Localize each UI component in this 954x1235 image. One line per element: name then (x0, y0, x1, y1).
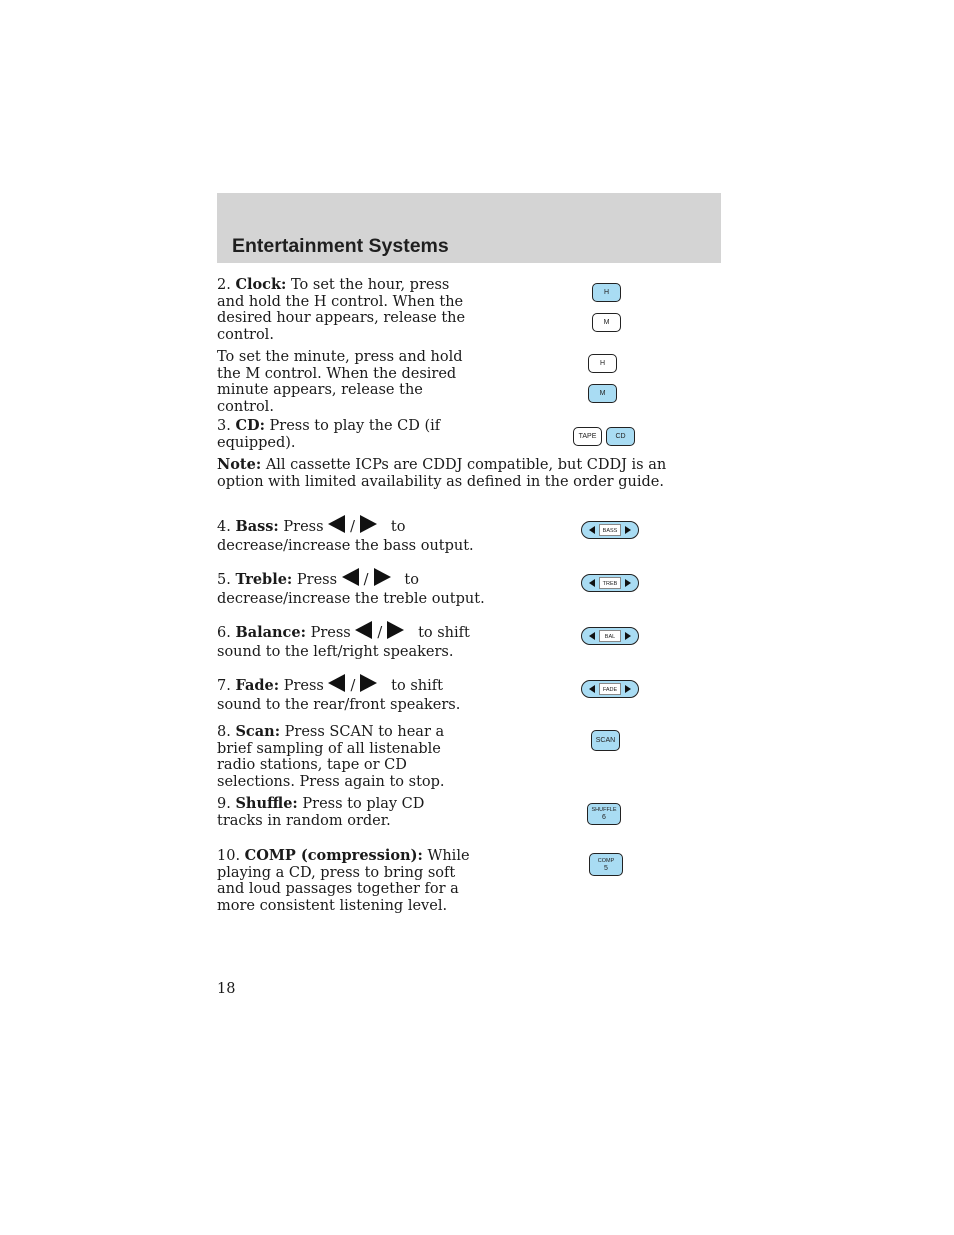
arrow-right-icon (387, 621, 404, 639)
slash: / (350, 519, 356, 535)
scan-button[interactable] (591, 730, 620, 751)
bass-label: Bass: (235, 518, 279, 535)
balance-right-icon[interactable] (625, 632, 631, 640)
treble-label: Treble: (235, 571, 293, 588)
shuffle-label: Shuffle: (235, 795, 298, 812)
arrow-left-icon (328, 515, 345, 533)
fade-post: to shift (391, 678, 443, 694)
cd-label: CD: (235, 417, 265, 434)
cd-paragraph (217, 418, 457, 451)
clock-number: 2. (217, 277, 231, 293)
note-paragraph (217, 457, 713, 490)
balance-left-icon[interactable] (589, 632, 595, 640)
minute-button-label: M (603, 319, 610, 326)
fade-rear-icon[interactable] (589, 685, 595, 693)
scan-label: Scan: (235, 723, 281, 740)
comp-button[interactable] (589, 853, 623, 876)
page-number: 18 (217, 981, 236, 997)
comp-text: While playing a CD, press to bring soft and loud passages together for a more consistent listening level. (217, 848, 470, 914)
hour-button-highlighted[interactable] (592, 283, 621, 302)
arrow-right-icon (360, 674, 377, 692)
bass-press: Press (283, 519, 324, 535)
cd-button-label: CD (615, 433, 626, 440)
treble-paragraph (217, 568, 507, 609)
clock-text-minute: To set the minute, press and hold the M control. When the desired minute appears, release the control. (217, 349, 463, 415)
comp-button-label: COMP (597, 857, 615, 864)
scan-button-label: SCAN (595, 737, 616, 744)
note-label: Note: (217, 456, 262, 473)
treble-post: to (404, 572, 419, 588)
bass-number: 4. (217, 519, 231, 535)
cd-text: Press to play the CD (if equipped). (217, 418, 441, 451)
bass-decrease-icon[interactable] (589, 526, 595, 534)
arrow-left-icon (328, 674, 345, 692)
treble-control-label: TREB (599, 577, 621, 589)
fade-front-icon[interactable] (625, 685, 631, 693)
hour-button-label: H (603, 289, 610, 296)
balance-control[interactable] (581, 627, 639, 645)
minute-button-highlighted[interactable] (588, 384, 617, 403)
clock-paragraph (217, 277, 479, 343)
fade-label: Fade: (235, 677, 280, 694)
shuffle-text: Press to play CD tracks in random order. (217, 796, 425, 829)
shuffle-button-number: 6 (602, 814, 606, 821)
note-text: All cassette ICPs are CDDJ compatible, but CDDJ is an option with limited availability as defined in the order guide. (217, 457, 667, 490)
balance-post: to shift (418, 625, 470, 641)
fade-press: Press (283, 678, 324, 694)
balance-line2: sound to the left/right speakers. (217, 644, 454, 660)
balance-label: Balance: (235, 624, 306, 641)
cd-button[interactable] (606, 427, 635, 446)
scan-number: 8. (217, 724, 231, 740)
treble-control[interactable] (581, 574, 639, 592)
minute-button[interactable] (592, 313, 621, 332)
fade-control-label: FADE (599, 683, 621, 695)
clock-label: Clock: (235, 276, 287, 293)
balance-control-label: BAL (599, 630, 621, 642)
fade-number: 7. (217, 678, 231, 694)
comp-paragraph (217, 848, 479, 914)
hour-button-label-2: H (599, 360, 606, 367)
arrow-right-icon (374, 568, 391, 586)
balance-number: 6. (217, 625, 231, 641)
bass-line2: decrease/increase the bass output. (217, 538, 474, 554)
bass-control[interactable] (581, 521, 639, 539)
slash: / (377, 625, 383, 641)
fade-paragraph (217, 674, 507, 715)
tape-button-label: TAPE (578, 433, 597, 440)
hour-button[interactable] (588, 354, 617, 373)
arrow-left-icon (355, 621, 372, 639)
section-header (217, 193, 721, 263)
scan-text: Press SCAN to hear a brief sampling of all listenable radio stations, tape or CD selections. Press again to stop. (217, 724, 445, 790)
balance-paragraph (217, 621, 507, 662)
bass-control-label: BASS (599, 524, 621, 536)
balance-press: Press (310, 625, 351, 641)
arrow-left-icon (342, 568, 359, 586)
minute-button-label-2: M (599, 390, 606, 397)
comp-number: 10. (217, 848, 241, 864)
arrow-right-icon (360, 515, 377, 533)
comp-label: COMP (compression): (244, 847, 423, 864)
shuffle-paragraph (217, 796, 471, 829)
treble-line2: decrease/increase the treble output. (217, 591, 485, 607)
fade-control[interactable] (581, 680, 639, 698)
section-title: Entertainment Systems (232, 235, 449, 257)
clock-text-hour: To set the hour, press and hold the H control. When the desired hour appears, release the control. (217, 277, 466, 343)
cd-number: 3. (217, 418, 231, 434)
fade-line2: sound to the rear/front speakers. (217, 697, 461, 713)
treble-increase-icon[interactable] (625, 579, 631, 587)
treble-decrease-icon[interactable] (589, 579, 595, 587)
clock-minute-paragraph (217, 349, 479, 415)
slash: / (350, 678, 356, 694)
treble-press: Press (296, 572, 338, 588)
comp-button-number: 5 (604, 864, 608, 872)
bass-paragraph (217, 515, 507, 556)
tape-button[interactable] (573, 427, 602, 446)
shuffle-button-label: SHUFFLE (591, 807, 617, 813)
slash: / (363, 572, 369, 588)
scan-paragraph (217, 724, 475, 790)
shuffle-number: 9. (217, 796, 231, 812)
bass-post: to (390, 519, 406, 535)
treble-number: 5. (217, 572, 231, 588)
shuffle-button[interactable] (587, 803, 621, 825)
bass-increase-icon[interactable] (625, 526, 631, 534)
